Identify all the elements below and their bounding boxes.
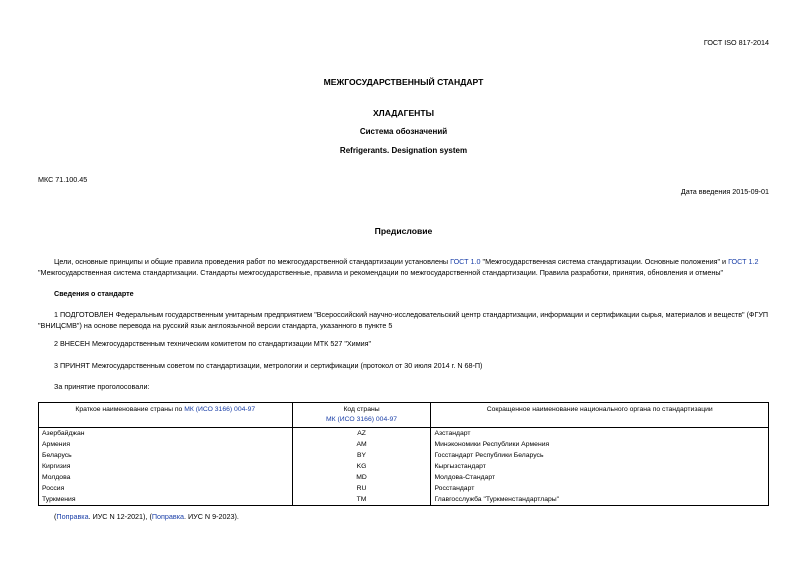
paragraph-text: "Межгосударственная система стандартизации. Стандарты межгосударственные, правила и рекомендации по межгосударственной стандартизации. Правила разработки, принятия, обновления и отмены" — [38, 268, 724, 277]
code-cell: MD — [292, 472, 431, 483]
table-row — [39, 428, 769, 440]
body-cell: Молдова-Стандарт — [431, 472, 769, 483]
code-cell: AZ — [292, 428, 431, 440]
country-cell: Азербайджан — [39, 428, 293, 440]
table-row — [39, 472, 769, 483]
body-cell: Минэкономики Республики Армения — [431, 439, 769, 450]
table-row — [39, 450, 769, 461]
voting-countries-table — [38, 402, 769, 506]
amendments-note — [54, 512, 239, 521]
header-text: Краткое наименование страны по — [75, 406, 185, 413]
intro-date: Дата введения 2015-09-01 — [680, 187, 769, 196]
standard-type-heading: МЕЖГОСУДАРСТВЕННЫЙ СТАНДАРТ — [323, 77, 484, 87]
body-cell: Кыргызстандарт — [431, 461, 769, 472]
paragraph-text: "Межгосударственная система стандартизации. Основные положения" и — [480, 257, 729, 266]
gost-1-0-link[interactable]: ГОСТ 1.0 — [450, 257, 481, 266]
column-header-body: Сокращенное наименование национального органа по стандартизации — [431, 403, 769, 428]
gost-1-2-link[interactable]: ГОСТ 1.2 — [728, 257, 759, 266]
code-cell: TM — [292, 494, 431, 506]
country-cell: Туркмения — [39, 494, 293, 506]
body-cell: Главгосслужба "Туркменстандартлары" — [431, 494, 769, 506]
code-cell: KG — [292, 461, 431, 472]
item-3-adopted: 3 ПРИНЯТ Межгосударственным советом по стандартизации, метрологии и сертификации (протокол от 30 июля 2014 г. N 68-П) — [54, 361, 483, 370]
header-text: Код страны — [343, 406, 380, 413]
body-cell: Росстандарт — [431, 483, 769, 494]
table-row — [39, 461, 769, 472]
body-cell: Госстандарт Республики Беларусь — [431, 450, 769, 461]
mk-iso-3166-link[interactable]: МК (ИСО 3166) 004-97 — [326, 416, 398, 423]
note-text: . ИУС N 9-2023). — [184, 512, 239, 521]
standard-title: ХЛАДАГЕНТЫ — [372, 108, 435, 118]
voted-label: За принятие проголосовали: — [54, 382, 150, 391]
standard-subtitle: Система обозначений — [359, 127, 448, 136]
code-cell: BY — [292, 450, 431, 461]
table-row — [39, 439, 769, 450]
item-2-submitted: 2 ВНЕСЕН Межгосударственным техническим комитетом по стандартизации МТК 527 "Химия" — [54, 339, 372, 348]
body-cell: Азстандарт — [431, 428, 769, 440]
standard-english-title: Refrigerants. Designation system — [339, 146, 468, 155]
table-row — [39, 494, 769, 506]
note-text: ( — [54, 512, 57, 521]
paragraph-text: Цели, основные принципы и общие правила проведения работ по межгосударственной стандартизации установлены — [54, 257, 451, 266]
table-row — [39, 483, 769, 494]
document-code: ГОСТ ISO 817-2014 — [703, 38, 769, 47]
country-cell: Беларусь — [39, 450, 293, 461]
column-header-country — [39, 403, 293, 428]
code-cell: AM — [292, 439, 431, 450]
note-text: . ИУС N 12-2021), ( — [88, 512, 152, 521]
mk-iso-3166-link[interactable]: МК (ИСО 3166) 004-97 — [184, 406, 256, 413]
mks-code: МКС 71.100.45 — [38, 175, 88, 184]
code-cell: RU — [292, 483, 431, 494]
table-header-row — [39, 403, 769, 428]
country-cell: Россия — [39, 483, 293, 494]
amendment-link-1[interactable]: Поправка — [56, 512, 89, 521]
country-cell: Киргизия — [39, 461, 293, 472]
standard-info-heading: Сведения о стандарте — [54, 289, 134, 298]
foreword-heading: Предисловие — [374, 226, 433, 236]
country-cell: Молдова — [39, 472, 293, 483]
column-header-code — [292, 403, 431, 428]
item-1-prepared: 1 ПОДГОТОВЛЕН Федеральным государственным унитарным предприятием "Всероссийский научно-исследовательский центр стандартизации, информации и сертификации сырья, материалов и веществ" (ФГУП "ВНИЦСМВ") на основе перевода на русский язык англоязычной версии стандарта, указанного в пункте 5 — [38, 310, 769, 330]
country-cell: Армения — [39, 439, 293, 450]
amendment-link-2[interactable]: Поправка — [151, 512, 185, 521]
foreword-paragraph — [38, 256, 769, 278]
